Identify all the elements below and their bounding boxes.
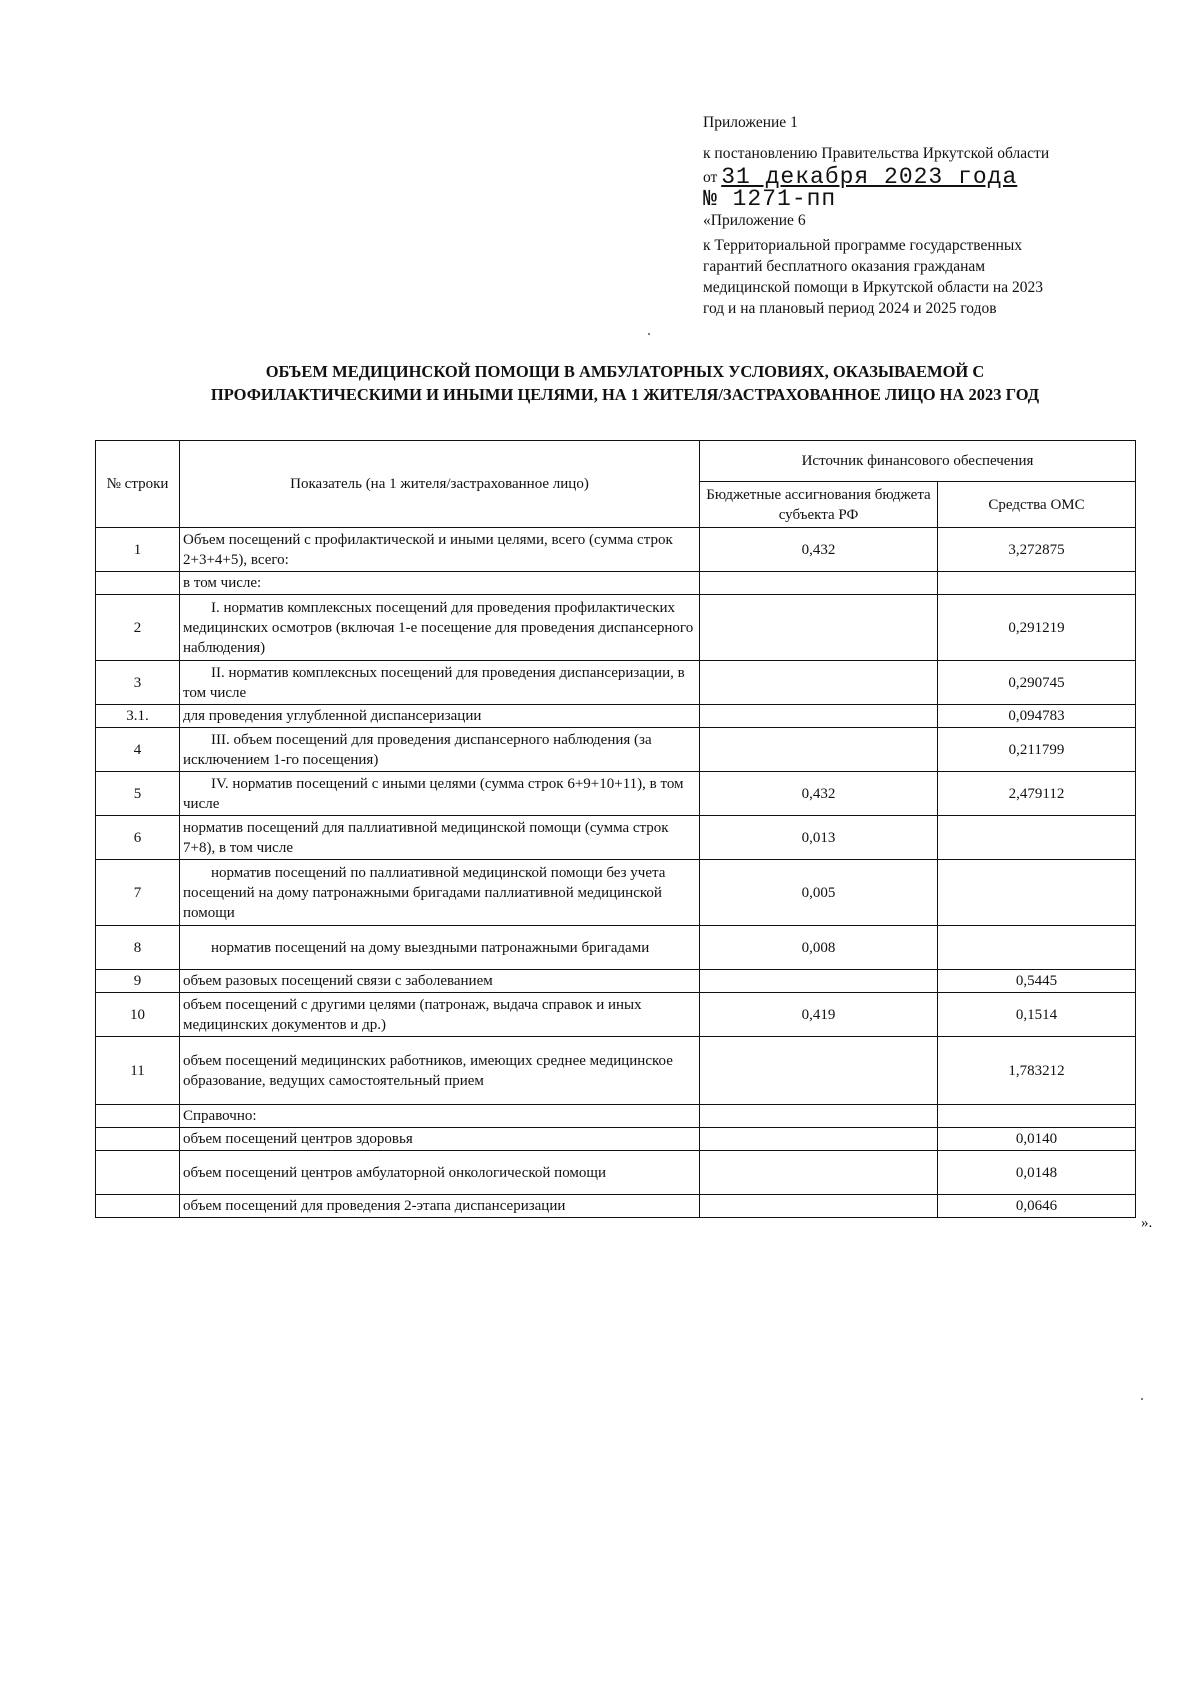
date-value: 31 декабря 2023 года <box>721 164 1018 190</box>
resolution-reference: к постановлению Правительства Иркутской области <box>703 145 1050 162</box>
row-indicator: I. норматив комплексных посещений для проведения профилактических медицинских осмотров (включая 1-е посещение для проведения диспансерного наблюдения) <box>180 595 700 661</box>
row-number: 11 <box>96 1037 180 1105</box>
row-number: 2 <box>96 595 180 661</box>
program-line-1: к Территориальной программе государственных <box>703 237 1023 254</box>
row-oms: 0,5445 <box>938 970 1136 993</box>
row-number: 3.1. <box>96 705 180 728</box>
row-budget <box>700 705 938 728</box>
table-row <box>96 728 1136 772</box>
table-row <box>96 926 1136 970</box>
table-row <box>96 572 1136 595</box>
row-oms: 3,272875 <box>938 528 1136 572</box>
row-number: 7 <box>96 860 180 926</box>
table-row <box>96 1151 1136 1195</box>
header-row-no: № строки <box>96 441 180 528</box>
table-row <box>96 772 1136 816</box>
row-indicator: объем разовых посещений связи с заболеванием <box>180 970 700 993</box>
title-line-1: ОБЪЕМ МЕДИЦИНСКОЙ ПОМОЩИ В АМБУЛАТОРНЫХ УСЛОВИЯХ, ОКАЗЫВАЕМОЙ С <box>265 362 985 381</box>
row-budget: 0,013 <box>700 816 938 860</box>
row-budget: 0,419 <box>700 993 938 1037</box>
resolution-date <box>703 164 1163 188</box>
row-budget: 0,432 <box>700 528 938 572</box>
appendix-number: Приложение 1 <box>703 114 798 131</box>
row-oms: 0,0646 <box>938 1195 1136 1218</box>
appendix-header <box>703 112 1163 319</box>
row-indicator: II. норматив комплексных посещений для проведения диспансеризации, в том числе <box>180 661 700 705</box>
row-indicator: норматив посещений для паллиативной медицинской помощи (сумма строк 7+8), в том числе <box>180 816 700 860</box>
row-number <box>96 1105 180 1128</box>
header-funding-source: Источник финансового обеспечения <box>700 441 1136 482</box>
row-oms: 1,783212 <box>938 1037 1136 1105</box>
table-row <box>96 1195 1136 1218</box>
row-budget: 0,005 <box>700 860 938 926</box>
row-number <box>96 1151 180 1195</box>
row-indicator: III. объем посещений для проведения диспансерного наблюдения (за исключением 1-го посещения) <box>180 728 700 772</box>
row-oms <box>938 926 1136 970</box>
program-line-3: медицинской помощи в Иркутской области на 2023 <box>703 279 1043 296</box>
program-line-4: год и на плановый период 2024 и 2025 годов <box>703 300 997 317</box>
row-oms: 0,1514 <box>938 993 1136 1037</box>
row-number: 9 <box>96 970 180 993</box>
row-budget <box>700 1128 938 1151</box>
table-row <box>96 816 1136 860</box>
row-indicator: Объем посещений с профилактической и иными целями, всего (сумма строк 2+3+4+5), всего: <box>180 528 700 572</box>
row-number: 5 <box>96 772 180 816</box>
table-row <box>96 1105 1136 1128</box>
row-indicator: норматив посещений по паллиативной медицинской помощи без учета посещений на дому патронажными бригадами паллиативной медицинской помощи <box>180 860 700 926</box>
row-number: 6 <box>96 816 180 860</box>
row-budget <box>700 1037 938 1105</box>
scan-speck <box>648 333 650 335</box>
row-indicator: объем посещений для проведения 2-этапа диспансеризации <box>180 1195 700 1218</box>
title-line-2: ПРОФИЛАКТИЧЕСКИМИ И ИНЫМИ ЦЕЛЯМИ, НА 1 ЖИТЕЛЯ/ЗАСТРАХОВАННОЕ ЛИЦО НА 2023 ГОД <box>210 385 1040 404</box>
row-oms: 2,479112 <box>938 772 1136 816</box>
appendix6-label: «Приложение 6 <box>703 212 806 229</box>
row-budget <box>700 595 938 661</box>
row-number: 3 <box>96 661 180 705</box>
row-indicator: норматив посещений на дому выездными патронажными бригадами <box>180 926 700 970</box>
row-budget <box>700 1105 938 1128</box>
row-oms: 0,211799 <box>938 728 1136 772</box>
row-oms: 0,0148 <box>938 1151 1136 1195</box>
program-line-2: гарантий бесплатного оказания гражданам <box>703 258 986 275</box>
header-budget: Бюджетные ассигнования бюджета субъекта РФ <box>700 482 938 528</box>
row-budget <box>700 1195 938 1218</box>
row-number <box>96 1195 180 1218</box>
number-value: № 1271-пп <box>703 186 837 212</box>
document-title <box>150 360 1100 406</box>
scan-speck <box>1141 1398 1143 1400</box>
resolution-number <box>703 188 1163 210</box>
row-indicator: IV. норматив посещений с иными целями (сумма строк 6+9+10+11), в том числе <box>180 772 700 816</box>
header-oms: Средства ОМС <box>938 482 1136 528</box>
volume-table <box>95 440 1136 1218</box>
row-number <box>96 572 180 595</box>
table-row <box>96 595 1136 661</box>
date-prefix: от <box>703 169 718 186</box>
row-indicator: объем посещений центров амбулаторной онкологической помощи <box>180 1151 700 1195</box>
row-oms: 0,0140 <box>938 1128 1136 1151</box>
row-oms: 0,291219 <box>938 595 1136 661</box>
row-indicator: объем посещений центров здоровья <box>180 1128 700 1151</box>
row-oms <box>938 1105 1136 1128</box>
row-budget <box>700 728 938 772</box>
row-indicator: объем посещений медицинских работников, имеющих среднее медицинское образование, ведущих самостоятельный прием <box>180 1037 700 1105</box>
table-row <box>96 993 1136 1037</box>
row-budget: 0,432 <box>700 772 938 816</box>
row-oms <box>938 816 1136 860</box>
row-indicator: объем посещений с другими целями (патронаж, выдача справок и иных медицинских документов и др.) <box>180 993 700 1037</box>
row-number: 8 <box>96 926 180 970</box>
row-budget <box>700 1151 938 1195</box>
row-budget <box>700 970 938 993</box>
row-budget: 0,008 <box>700 926 938 970</box>
row-budget <box>700 572 938 595</box>
header-indicator: Показатель (на 1 жителя/застрахованное лицо) <box>180 441 700 528</box>
table-row <box>96 970 1136 993</box>
closing-quote-mark: ». <box>1141 1215 1153 1231</box>
row-indicator: в том числе: <box>180 572 700 595</box>
row-number: 1 <box>96 528 180 572</box>
row-indicator: Справочно: <box>180 1105 700 1128</box>
table-row <box>96 528 1136 572</box>
table-row <box>96 705 1136 728</box>
table-row <box>96 661 1136 705</box>
row-oms: 0,290745 <box>938 661 1136 705</box>
table-row <box>96 860 1136 926</box>
row-oms: 0,094783 <box>938 705 1136 728</box>
row-oms <box>938 860 1136 926</box>
row-oms <box>938 572 1136 595</box>
row-budget <box>700 661 938 705</box>
table-row <box>96 1037 1136 1105</box>
row-number: 10 <box>96 993 180 1037</box>
row-number <box>96 1128 180 1151</box>
row-number: 4 <box>96 728 180 772</box>
row-indicator: для проведения углубленной диспансеризации <box>180 705 700 728</box>
table-row <box>96 1128 1136 1151</box>
